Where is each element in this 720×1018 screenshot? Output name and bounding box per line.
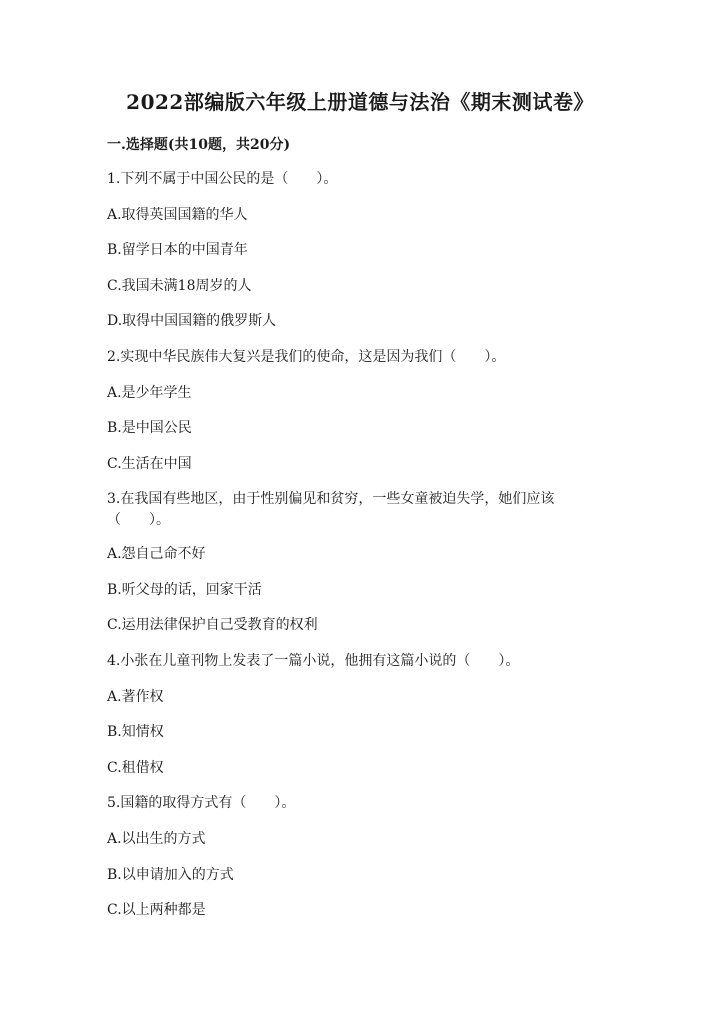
question-stem-2: 2.实现中华民族伟大复兴是我们的使命，这是因为我们（ ）。 — [107, 349, 506, 365]
question-stem-1: 1.下列不属于中国公民的是（ ）。 — [107, 171, 338, 187]
question-4-option-c: C.租借权 — [107, 760, 164, 776]
question-2-option-a: A.是少年学生 — [107, 385, 192, 401]
question-2-option-c: C.生活在中国 — [107, 456, 192, 472]
question-1-option-b: B.留学日本的中国青年 — [107, 242, 248, 258]
question-4-option-a: A.著作权 — [107, 689, 164, 705]
question-1-option-a: A.取得英国国籍的华人 — [107, 207, 248, 223]
question-2-option-b: B.是中国公民 — [107, 420, 192, 436]
question-stem-5: 5.国籍的取得方式有（ ）。 — [107, 795, 296, 811]
question-3-option-c: C.运用法律保护自己受教育的权利 — [107, 617, 318, 633]
question-4-option-b: B.知情权 — [107, 724, 164, 740]
section-heading: 一.选择题(共10题，共20分) — [107, 137, 291, 153]
question-3-option-a: A.怨自己命不好 — [107, 546, 206, 562]
question-1-option-c: C.我国未满18周岁的人 — [107, 278, 252, 294]
question-stem-3-continued: （ ）。 — [107, 512, 170, 528]
question-5-option-c: C.以上两种都是 — [107, 902, 206, 918]
question-5-option-a: A.以出生的方式 — [107, 831, 206, 847]
question-stem-3: 3.在我国有些地区，由于性别偏见和贫穷，一些女童被迫失学，她们应该 — [107, 491, 555, 507]
exam-title: 2022部编版六年级上册道德与法治《期末测试卷》 — [126, 90, 594, 114]
question-5-option-b: B.以申请加入的方式 — [107, 867, 234, 883]
question-stem-4: 4.小张在儿童刊物上发表了一篇小说，他拥有这篇小说的（ ）。 — [107, 653, 520, 669]
question-1-option-d: D.取得中国国籍的俄罗斯人 — [107, 313, 277, 329]
question-3-option-b: B.听父母的话，回家干活 — [107, 582, 262, 598]
